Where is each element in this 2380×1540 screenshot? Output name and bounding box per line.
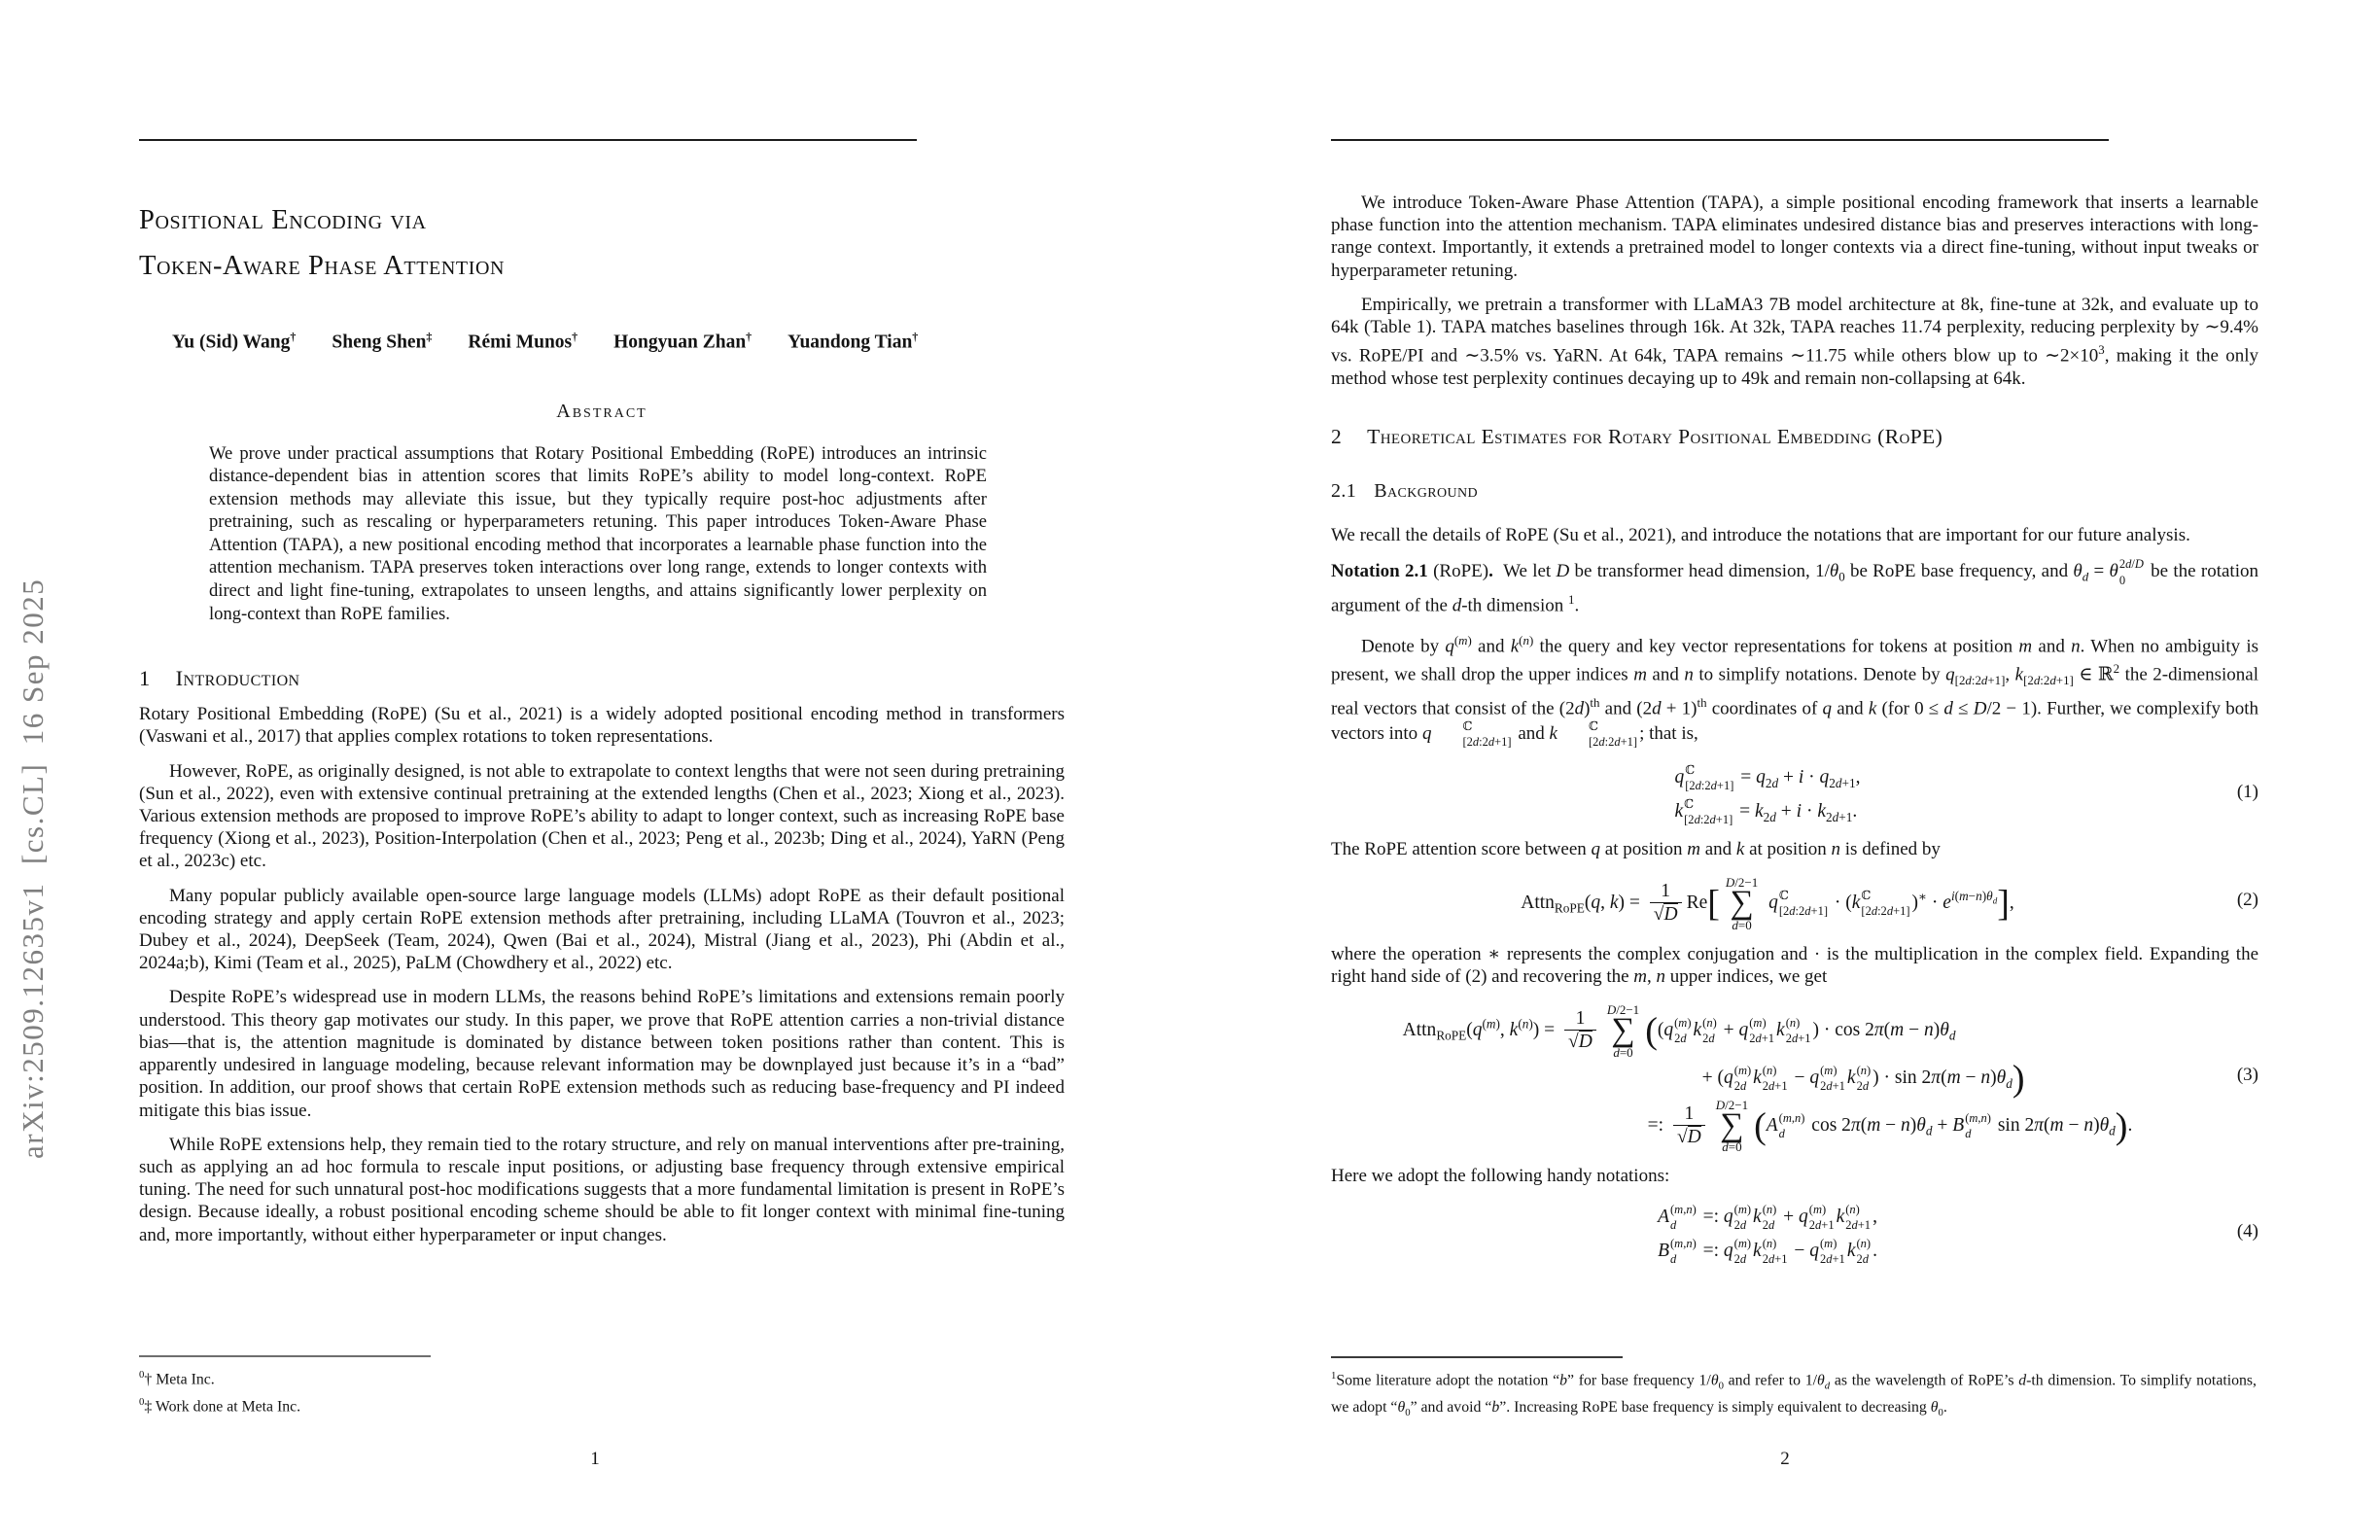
- paragraph: We introduce Token-Aware Phase Attention (TAPA), a simple positional encoding framework that inserts a learnable phase function into the attention mechanism. TAPA eliminates undesired distance bias and preserves interactions with long-range context. Importantly, it extends a pretrained model to longer contexts via a direct fine-tuning, without input tweaks or hyperparameter retuning.: [1331, 192, 2258, 281]
- equation-number: (3): [2236, 1065, 2258, 1086]
- author-mark: †: [912, 330, 919, 343]
- paragraph: Rotary Positional Embedding (RoPE) (Su et al., 2021) is a widely adopted positional encoding method in transformers (Vaswani et al., 2017) that applies complex rotations to token representations.: [139, 704, 1065, 748]
- author-mark: †: [572, 330, 578, 343]
- paragraph: The RoPE attention score between q at position m and k at position n is defined by: [1331, 838, 1941, 859]
- footnote-block: [139, 1355, 1065, 1418]
- equation-line: k ℂ [2d:2d+1] = $k_{2d} + i \cdot k_{2d+1}$.: [1674, 796, 1858, 827]
- paragraph: where the operation ∗ represents the complex conjugation and · is the multiplication in the complex field. Expanding the right hand side of (2) and recovering the m, n upper indices, we get: [1331, 943, 2258, 987]
- equation-number: (2): [2236, 890, 2258, 911]
- top-rule: [1331, 139, 2109, 141]
- author: Rémi Munos†: [468, 330, 578, 353]
- top-rule: [139, 139, 917, 141]
- abstract-heading: Abstract: [556, 400, 648, 422]
- section-number: 2: [1331, 424, 1343, 448]
- paragraph: Many popular publicly available open-source large language models (LLMs) adopt RoPE as their default positional encoding strategy and apply certain RoPE extension methods after pretraining, including LLaMA (Touvron et al., 2023; Dubey et al., 2024), DeepSeek (Team, 2024), Qwen (Bai et al., 2024), Mistral (Jiang et al., 2023), Phi (Abdin et al., 2024a;b), Kimi (Team et al., 2025), PaLM (Chowdhery et al., 2022) etc.: [139, 885, 1065, 974]
- equation-2: [1331, 870, 2258, 931]
- page-2: [1190, 0, 2380, 1540]
- equation-4: [1331, 1198, 2258, 1266]
- footnote: $^0$† Meta Inc.: [139, 1369, 215, 1388]
- subsection-2-1-heading: [1331, 480, 2258, 503]
- title-line-1: Positional Encoding via: [139, 205, 427, 235]
- page-title: [139, 197, 1065, 289]
- paragraph: Despite RoPE’s widespread use in modern LLMs, the reasons behind RoPE’s limitations and extensions remain poorly understood. This theory gap motivates our study. In this paper, we prove that RoPE attention carries a non-trivial distance bias—that is, the attention magnitude is dominated by distance between token positions rather than content. This is apparently undesired in language modeling, because relevant information may be downplayed just because it’s in a “bad” position. In addition, our proof shows that certain RoPE extension methods such as reducing base-frequency and PI indeed mitigate this bias issue.: [139, 987, 1065, 1121]
- author: Yu (Sid) Wang†: [172, 330, 297, 353]
- equation-1: [1331, 758, 2258, 826]
- page-number: 2: [1780, 1449, 1790, 1469]
- equation-line: =: $\frac{1}{√D}$ D/2−1 ∑ d=0 (A (m,n) d $\cos 2\pi(m - n)\theta_d + B$ (m,n) d $\sin 2\pi(m - n)\theta_d$).: [1647, 1097, 2133, 1155]
- equation-number: (4): [2236, 1220, 2258, 1242]
- arxiv-watermark: arXiv:2509.12635v1 [cs.CL] 16 Sep 2025: [16, 578, 50, 1159]
- paragraph: Notation 2.1 (RoPE). We let D be transformer head dimension, $1/\theta_0$ be RoPE base frequency, and $\theta_d = \theta$ 2d/D 0 be the rotation argument of the d-th dimension $^1$.: [1331, 557, 2258, 616]
- subsection-number: 2.1: [1331, 479, 1357, 502]
- equation-line: q ℂ [2d:2d+1] = $q_{2d} + i \cdot q_{2d+1}$,: [1674, 762, 1861, 793]
- footnote-rule: [1331, 1356, 1623, 1358]
- abstract-text: We prove under practical assumptions that Rotary Positional Embedding (RoPE) introduces an intrinsic distance-dependent bias in attention scores that limits RoPE’s ability to model long-context. RoPE extension methods may alleviate this issue, but they typically require post-hoc adjustments after pretraining, such as rescaling or hyperparameters retuning. This paper introduces Token-Aware Phase Attention (TAPA), a new positional encoding method that incorporates a learnable phase function into the attention mechanism. TAPA preserves token interactions over long range, extends to longer contexts with direct and light fine-tuning, extrapolates to unseen lengths, and attains significantly lower perplexity on long-context than RoPE families.: [209, 442, 987, 624]
- author-mark: †: [746, 330, 752, 343]
- footnote: $^0$‡ Work done at Meta Inc.: [139, 1395, 301, 1415]
- author: Yuandong Tian†: [788, 330, 919, 353]
- equation-line: A (m,n) d =: q (m) 2d k (n) 2d + q (m) 2d+1 k (n) 2d+1 ,: [1658, 1202, 1877, 1233]
- section-title: Theoretical Estimates for Rotary Positional Embedding (RoPE): [1367, 424, 1943, 448]
- author-mark: ‡: [426, 330, 433, 343]
- section-1-heading: [139, 666, 1065, 691]
- author: Hongyuan Zhan†: [613, 330, 752, 353]
- paragraph: While RoPE extensions help, they remain tied to the rotary structure, and rely on manual interventions after pre-training, such as applying an ad hoc formula to rescale input positions, or adjusting base frequency through extensive empirical tuning. The need for such unnatural post-hoc modifications suggests that a more fundamental limitation is present in RoPE’s design. Because ideally, a robust positional encoding scheme should be able to fit longer context with minimal fine-tuning and, more importantly, without either hyperparameter or input changes.: [139, 1134, 1065, 1245]
- section-2-heading: [1331, 425, 2258, 449]
- section-number: 1: [139, 666, 151, 691]
- footnote-rule: [139, 1355, 431, 1357]
- equation-line: + (q (m) 2d k (n) 2d+1 − q (m) 2d+1 k (n) 2d ) · $\sin 2\pi(m - n)\theta_d$): [1701, 1058, 2025, 1100]
- paragraph: Empirically, we pretrain a transformer with LLaMA3 7B model architecture at 8k, fine-tune at 32k, and evaluate up to 64k (Table 1). TAPA matches baselines through 16k. At 32k, TAPA reaches 11.74 perplexity, reducing perplexity by ∼9.4% vs. RoPE/PI and ∼3.5% vs. YaRN. At 64k, TAPA remains ∼11.75 while others blow up to $\sim 2\times 10^3$, making it the only method whose test perplexity continues decaying up to 49k and remain non-collapsing at 64k.: [1331, 294, 2258, 389]
- paragraph: Here we adopt the following handy notations:: [1331, 1166, 1670, 1187]
- title-line-2: Token-Aware Phase Attention: [139, 251, 506, 281]
- page-number: 1: [590, 1449, 600, 1469]
- subsection-title: Background: [1374, 479, 1478, 502]
- equation-line: B (m,n) d =: q (m) 2d k (n) 2d+1 − q (m) 2d+1 k (n) 2d .: [1658, 1236, 1877, 1267]
- paragraph: We recall the details of RoPE (Su et al., 2021), and introduce the notations that are important for our future analysis.: [1331, 524, 2190, 545]
- paragraph: Denote by $q^{(m)}$ and $k^{(n)}$ the query and key vector representations for tokens at position m and n. When no ambiguity is present, we shall drop the upper indices m and n to simplify notations. Denote by $q_{[2d:2d+1]}$, $k_{[2d:2d+1]}$ ∈ ℝ$^2$ the 2-dimensional real vectors that consist of the $(2d)^{th}$ and $(2d + 1)^{th}$ coordinates of q and k (for 0 ≤ d ≤ D/2 − 1). Further, we complexify both vectors into q ℂ [2d:2d+1] and k ℂ [2d:2d+1] ; that is,: [1331, 632, 2259, 750]
- footnote-block: [1331, 1356, 2257, 1423]
- author-mark: †: [290, 330, 297, 343]
- equation-line: $Attn_{RoPE}(q^{(m)}$, $k^{(n)}$) = $\frac{1}{√D}$ D/2−1 ∑ d=0 ((q (m) 2d k (n) 2d + q (m) 2d+1 k (n) 2d+1 ) · $\cos 2\pi(m - n)\theta_d$: [1402, 1002, 1956, 1060]
- section-title: Introduction: [175, 666, 300, 691]
- equation-number: (1): [2236, 781, 2258, 802]
- paragraph: However, RoPE, as originally designed, is not able to extrapolate to context lengths that were not seen during pretraining (Sun et al., 2022), even with extensive continual pretraining at the extended lengths (Chen et al., 2023; Xiong et al., 2023). Various extension methods are proposed to improve RoPE’s ability to adapt to longer context, such as increasing RoPE base frequency (Xiong et al., 2023), Position-Interpolation (Chen et al., 2023; Peng et al., 2023b; Ding et al., 2024), YaRN (Peng et al., 2023c) etc.: [139, 760, 1065, 872]
- author: Sheng Shen‡: [332, 330, 433, 353]
- authors-row: [172, 330, 1065, 354]
- footnote: $^1$Some literature adopt the notation “b” for base frequency $1/\theta_0$ and refer to $1/\theta_d$ as the wavelength of RoPE’s d-th dimension. To simplify notations, we adopt “$\theta_0$” and avoid “b”. Increasing RoPE base frequency is simply equivalent to decreasing $\theta_0$.: [1331, 1370, 2258, 1418]
- equation-line: Attn$_{RoPE}$(q, k) = $\frac{1}{√D}$ Re[ D/2−1 ∑ d=0 q ℂ [2d:2d+1] · (k ℂ [2d:2d+1] )$^∗ \cdot e^{i(m-n)\theta_d}$],: [1521, 875, 2014, 932]
- equation-3: [1331, 998, 2258, 1153]
